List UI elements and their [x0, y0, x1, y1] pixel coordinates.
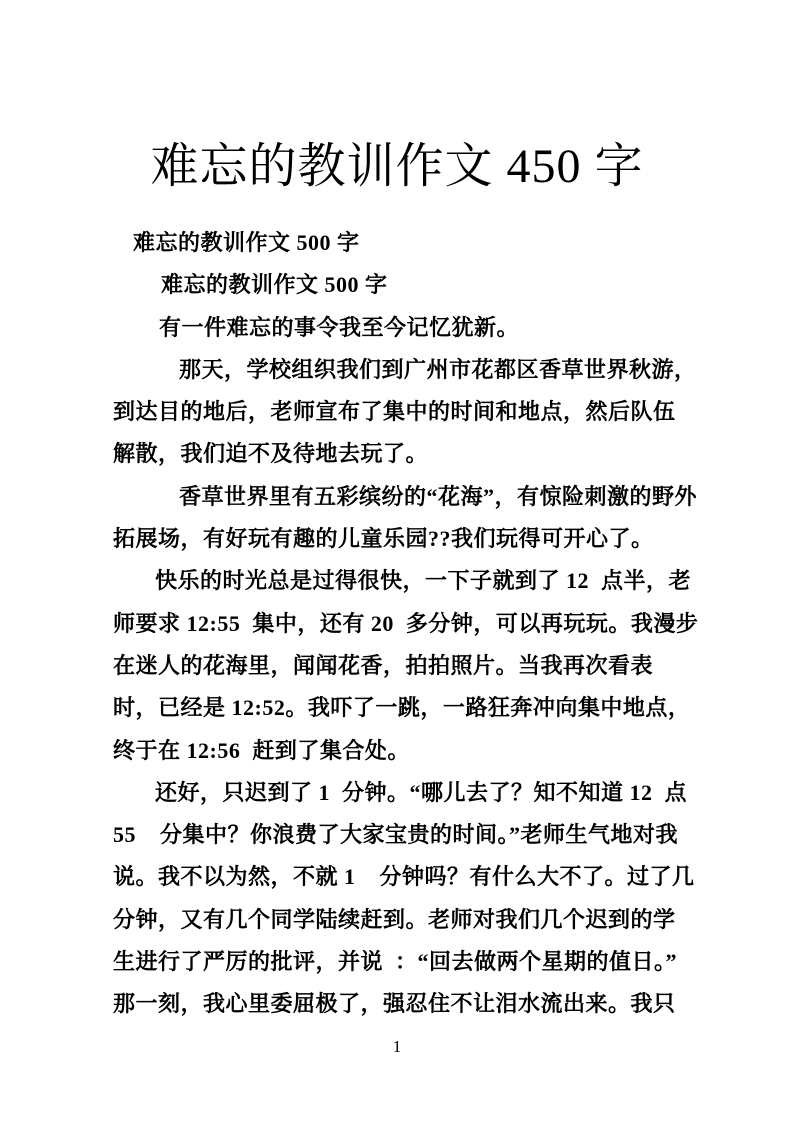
text-line: 香草世界里有五彩缤纷的“花海”，有惊险刺激的野外 — [179, 483, 698, 509]
document-body — [113, 222, 699, 1026]
text-line: 难忘的教训作文 500 字 — [161, 272, 388, 298]
text-line: 拓展场，有好玩有趣的儿童乐园??我们玩得可开心了。 — [113, 526, 654, 552]
document-title: 难忘的教训作文 450 字 — [150, 140, 644, 193]
text-line: 终于在 12:56 赶到了集合处。 — [113, 737, 410, 763]
text-line: 解散，我们迫不及待地去玩了。 — [113, 441, 429, 467]
text-line: 生进行了严厉的批评，并说 ：“回去做两个星期的值日。” — [113, 949, 678, 975]
text-line: 说。我不以为然，不就 1 分钟吗？有什么大不了。过了几 — [113, 864, 695, 890]
text-line: 55 分集中？你浪费了大家宝贵的时间。”老师生气地对我 — [113, 822, 679, 848]
text-line: 还好，只迟到了 1 分钟。“哪儿去了？知不知道 12 点 — [155, 779, 688, 805]
text-line: 师要求 12:55 集中，还有 20 多分钟，可以再玩玩。我漫步 — [113, 610, 699, 636]
text-line: 那天，学校组织我们到广州市花都区香草世界秋游， — [179, 356, 697, 382]
text-line: 到达目的地后，老师宣布了集中的时间和地点，然后队伍 — [113, 399, 676, 425]
text-line: 快乐的时光总是过得很快，一下子就到了 12 点半，老 — [155, 568, 692, 594]
text-line: 在迷人的花海里，闻闻花香，拍拍照片。当我再次看表 — [113, 652, 654, 678]
text-line: 有一件难忘的事令我至今记忆犹新。 — [159, 314, 520, 340]
text-line: 难忘的教训作文 500 字 — [133, 230, 360, 255]
text-line: 那一刻，我心里委屈极了，强忍住不让泪水流出来。我只 — [113, 991, 676, 1017]
page-number: 1 — [392, 1037, 402, 1056]
text-line: 分钟，又有几个同学陆续赶到。老师对我们几个迟到的学 — [113, 906, 676, 932]
text-line: 时，已经是 12:52。我吓了一跳，一路狂奔冲向集中地点， — [113, 695, 691, 721]
